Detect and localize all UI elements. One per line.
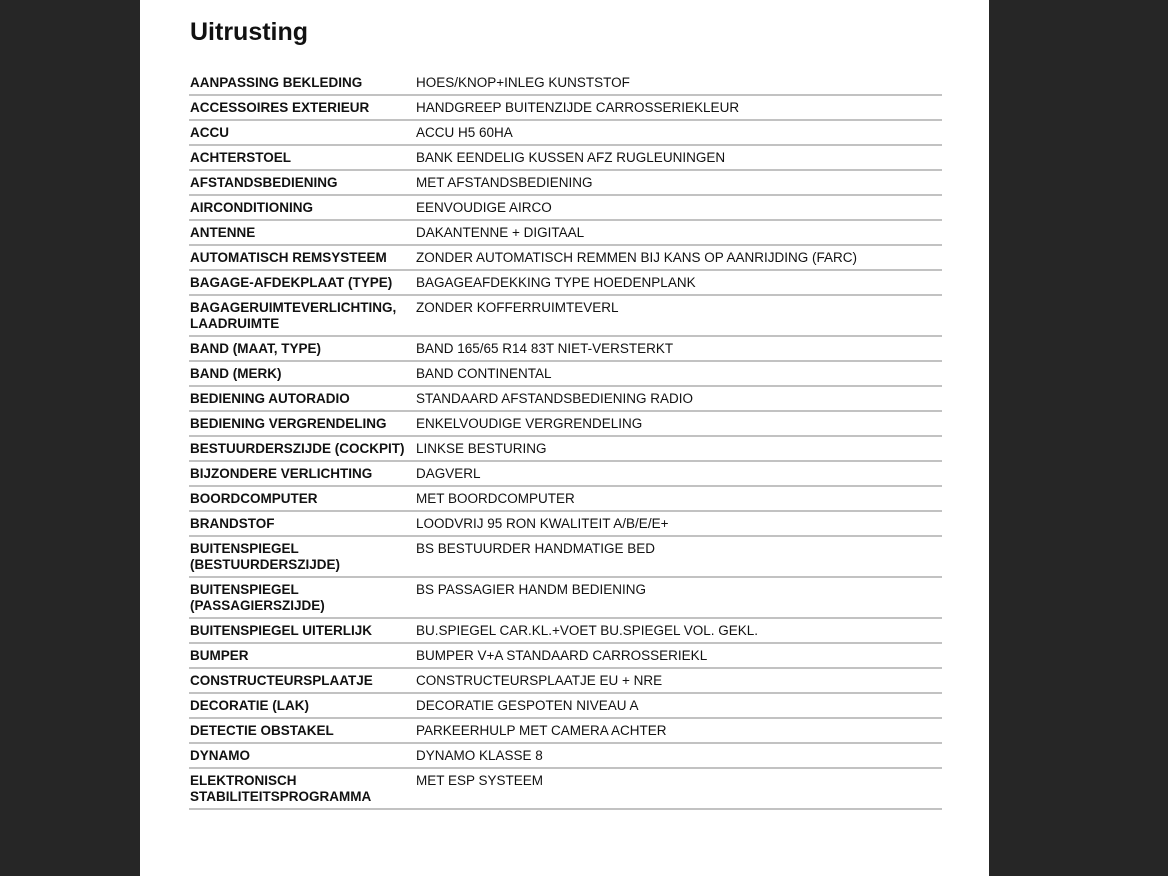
table-row	[189, 411, 942, 436]
equipment-label: ACCU	[189, 120, 415, 145]
table-row	[189, 461, 942, 486]
table-row	[189, 245, 942, 270]
equipment-value: MET BOORDCOMPUTER	[415, 486, 942, 511]
equipment-value: MET ESP SYSTEEM	[415, 768, 942, 809]
equipment-value: ZONDER KOFFERRUIMTEVERL	[415, 295, 942, 336]
equipment-value: DECORATIE GESPOTEN NIVEAU A	[415, 693, 942, 718]
equipment-value: BU.SPIEGEL CAR.KL.+VOET BU.SPIEGEL VOL. GEKL.	[415, 618, 942, 643]
table-row	[189, 195, 942, 220]
table-row	[189, 577, 942, 618]
table-row	[189, 270, 942, 295]
equipment-value: DAKANTENNE + DIGITAAL	[415, 220, 942, 245]
equipment-label: DETECTIE OBSTAKEL	[189, 718, 415, 743]
equipment-label: AIRCONDITIONING	[189, 195, 415, 220]
table-row	[189, 220, 942, 245]
equipment-label: BOORDCOMPUTER	[189, 486, 415, 511]
table-row	[189, 436, 942, 461]
equipment-label: BUITENSPIEGEL UITERLIJK	[189, 618, 415, 643]
table-row	[189, 361, 942, 386]
equipment-value: MET AFSTANDSBEDIENING	[415, 170, 942, 195]
equipment-value: BANK EENDELIG KUSSEN AFZ RUGLEUNINGEN	[415, 145, 942, 170]
table-row	[189, 743, 942, 768]
equipment-label: BUMPER	[189, 643, 415, 668]
document-page	[140, 0, 989, 876]
equipment-label: BESTUURDERSZIJDE (COCKPIT)	[189, 436, 415, 461]
equipment-value: BAGAGEAFDEKKING TYPE HOEDENPLANK	[415, 270, 942, 295]
table-row	[189, 768, 942, 809]
equipment-label: BAGAGE-AFDEKPLAAT (TYPE)	[189, 270, 415, 295]
table-row	[189, 718, 942, 743]
equipment-value: PARKEERHULP MET CAMERA ACHTER	[415, 718, 942, 743]
equipment-table-body	[189, 71, 942, 809]
equipment-label: AANPASSING BEKLEDING	[189, 71, 415, 95]
table-row	[189, 145, 942, 170]
table-row	[189, 643, 942, 668]
equipment-label: BUITENSPIEGEL (BESTUURDERSZIJDE)	[189, 536, 415, 577]
equipment-value: DYNAMO KLASSE 8	[415, 743, 942, 768]
equipment-value: CONSTRUCTEURSPLAATJE EU + NRE	[415, 668, 942, 693]
equipment-value: LINKSE BESTURING	[415, 436, 942, 461]
equipment-label: ACCESSOIRES EXTERIEUR	[189, 95, 415, 120]
equipment-label: BIJZONDERE VERLICHTING	[189, 461, 415, 486]
table-row	[189, 618, 942, 643]
table-row	[189, 693, 942, 718]
equipment-value: BS PASSAGIER HANDM BEDIENING	[415, 577, 942, 618]
equipment-value: STANDAARD AFSTANDSBEDIENING RADIO	[415, 386, 942, 411]
equipment-table	[189, 71, 942, 810]
equipment-value: EENVOUDIGE AIRCO	[415, 195, 942, 220]
equipment-label: BRANDSTOF	[189, 511, 415, 536]
equipment-value: BAND 165/65 R14 83T NIET-VERSTERKT	[415, 336, 942, 361]
equipment-label: DYNAMO	[189, 743, 415, 768]
page-title: Uitrusting	[190, 18, 309, 46]
table-row	[189, 336, 942, 361]
equipment-value: ZONDER AUTOMATISCH REMMEN BIJ KANS OP AANRIJDING (FARC)	[415, 245, 942, 270]
table-row	[189, 668, 942, 693]
table-row	[189, 170, 942, 195]
table-row	[189, 486, 942, 511]
equipment-label: BUITENSPIEGEL (PASSAGIERSZIJDE)	[189, 577, 415, 618]
table-row	[189, 511, 942, 536]
equipment-label: AFSTANDSBEDIENING	[189, 170, 415, 195]
table-row	[189, 120, 942, 145]
table-row	[189, 71, 942, 95]
equipment-value: DAGVERL	[415, 461, 942, 486]
equipment-label: ELEKTRONISCH STABILITEITSPROGRAMMA	[189, 768, 415, 809]
equipment-value: ACCU H5 60HA	[415, 120, 942, 145]
table-row	[189, 536, 942, 577]
table-row	[189, 95, 942, 120]
equipment-label: ACHTERSTOEL	[189, 145, 415, 170]
equipment-label: AUTOMATISCH REMSYSTEEM	[189, 245, 415, 270]
equipment-value: BAND CONTINENTAL	[415, 361, 942, 386]
equipment-label: BAGAGERUIMTEVERLICHTING, LAADRUIMTE	[189, 295, 415, 336]
equipment-label: CONSTRUCTEURSPLAATJE	[189, 668, 415, 693]
equipment-value: BS BESTUURDER HANDMATIGE BED	[415, 536, 942, 577]
table-row	[189, 386, 942, 411]
equipment-value: HANDGREEP BUITENZIJDE CARROSSERIEKLEUR	[415, 95, 942, 120]
equipment-value: LOODVRIJ 95 RON KWALITEIT A/B/E/E+	[415, 511, 942, 536]
equipment-label: ANTENNE	[189, 220, 415, 245]
equipment-label: DECORATIE (LAK)	[189, 693, 415, 718]
equipment-label: BEDIENING AUTORADIO	[189, 386, 415, 411]
equipment-value: BUMPER V+A STANDAARD CARROSSERIEKL	[415, 643, 942, 668]
equipment-label: BAND (MERK)	[189, 361, 415, 386]
equipment-value: ENKELVOUDIGE VERGRENDELING	[415, 411, 942, 436]
equipment-label: BEDIENING VERGRENDELING	[189, 411, 415, 436]
table-row	[189, 295, 942, 336]
equipment-label: BAND (MAAT, TYPE)	[189, 336, 415, 361]
equipment-value: HOES/KNOP+INLEG KUNSTSTOF	[415, 71, 942, 95]
